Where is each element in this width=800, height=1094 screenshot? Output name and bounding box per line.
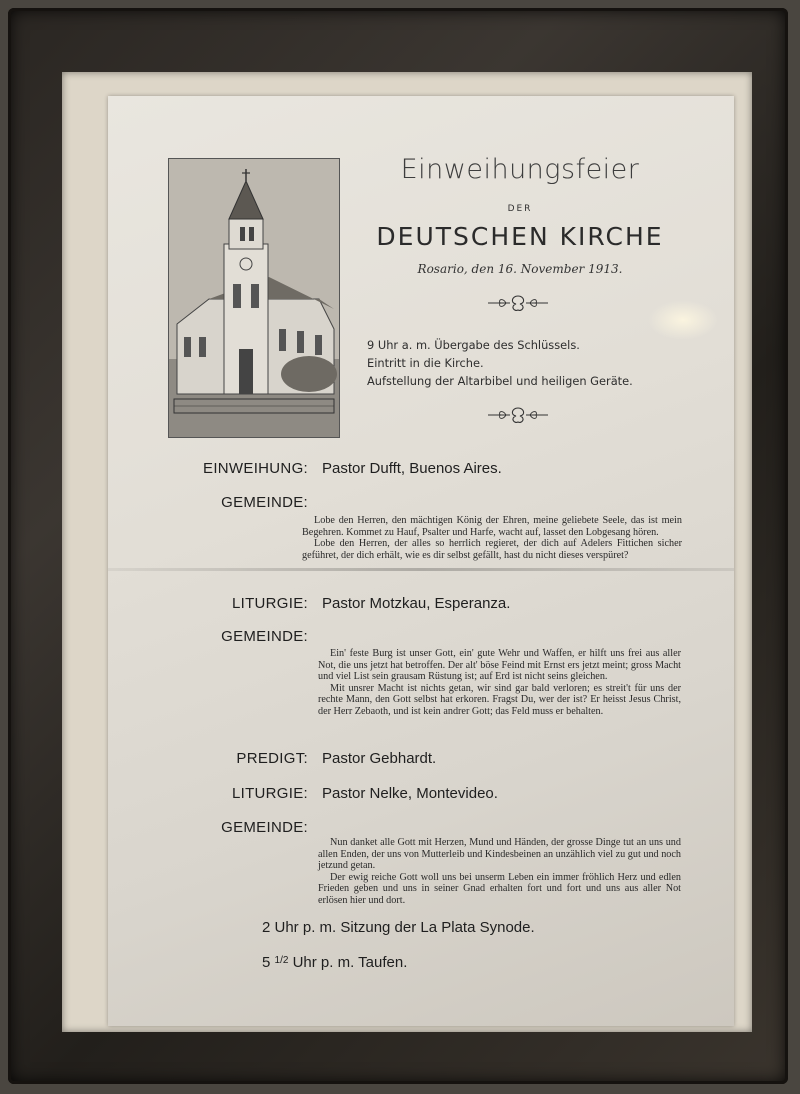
baptism-hour: 5: [262, 954, 271, 971]
hymn-verse: Lobe den Herren, den mächtigen König der Ehren, meine geliebete Seele, das ist mein Begehren. Kommet zu Hauf, Psalter und Harfe, wacht auf, lasset den Lobgesang hören.: [302, 515, 682, 538]
baptism-line: [262, 954, 407, 971]
church-photo: [168, 158, 340, 438]
hymn-verse: Mit unsrer Macht ist nichts getan, wir sind gar bald verloren; es streit't für uns der rechte Mann, den Gott selbst hat erkoren. Fragst Du, wer der ist? Er heisst Jesus Christ, der Herr Zebaoth, und ist kein andrer Gott; das Feld muss er behalten.: [318, 682, 681, 717]
baptism-fraction: 1/2: [274, 955, 289, 966]
section-label-gemeinde: GEMEINDE:: [221, 494, 308, 511]
section-label-liturgie: LITURGIE:: [231, 785, 308, 802]
schedule-line: Aufstellung der Altarbibel und heiligen Geräte.: [367, 374, 633, 388]
section-label-einweihung: EINWEIHUNG:: [203, 460, 308, 477]
section-value: Pastor Dufft, Buenos Aires.: [322, 460, 502, 477]
hymn-verse: Lobe den Herren, der alles so herrlich regieret, der dich auf Adelers Fittichen sicher geführet, der dich erhält, wie es dir selbst gefällt, hast du nicht dieses verspüret?: [302, 538, 682, 561]
section-label-predigt: PREDIGT:: [236, 750, 308, 767]
section-value: Pastor Gebhardt.: [322, 750, 437, 767]
schedule-line: Eintritt in die Kirche.: [367, 356, 484, 370]
church-illustration: [169, 159, 339, 437]
section-value: Pastor Motzkau, Esperanza.: [322, 595, 511, 612]
hymn-verse: Ein' feste Burg ist unser Gott, ein' gute Wehr und Waffen, er hilft uns frei aus aller Not, die uns jetzt hat betroffen. Der alt' böse Feind mit Ernst ers jetzt meint; gross Macht und viel List sein grausam Rüstung ist; auf Erd ist nicht seins gleichen.: [318, 648, 681, 683]
ornament-divider: [486, 404, 550, 426]
glass-reflection: [648, 300, 718, 340]
baptism-text: Uhr p. m. Taufen.: [292, 954, 408, 971]
hymn-verse: Der ewig reiche Gott woll uns bei unserm Leben ein immer fröhlich Herz und edlen Frieden geben und uns in seiner Gnad erhalten fort und fort und uns aus aller Not erlösen hier und dort.: [318, 871, 681, 906]
section-label-liturgie: LITURGIE:: [231, 595, 308, 612]
place-and-date: Rosario, den 16. November 1913.: [417, 262, 623, 276]
paper-fold-line: [108, 568, 734, 571]
synod-session-line: 2 Uhr p. m. Sitzung der La Plata Synode.: [262, 919, 535, 936]
poster-article: DER: [507, 204, 533, 214]
section-label-gemeinde: GEMEINDE:: [221, 628, 308, 645]
opening-schedule: [367, 336, 697, 390]
section-value: Pastor Nelke, Montevideo.: [322, 785, 498, 802]
hymn-text: [318, 648, 681, 718]
ornament-divider: [486, 292, 550, 314]
hymn-text: [302, 515, 682, 561]
section-label-gemeinde: GEMEINDE:: [221, 819, 308, 836]
hymn-text: [318, 837, 681, 907]
hymn-verse: Nun danket alle Gott mit Herzen, Mund und Händen, der grosse Dinge tut an uns und allen Enden, der uns von Mutterleib und Kindesbeinen an unzählich viel zu gut und noch jetzund getan.: [318, 837, 681, 872]
poster-subtitle: DEUTSCHEN KIRCHE: [376, 222, 664, 251]
schedule-line: 9 Uhr a. m. Übergabe des Schlüssels.: [367, 338, 580, 352]
poster-title: Einweihungsfeier: [400, 154, 640, 185]
